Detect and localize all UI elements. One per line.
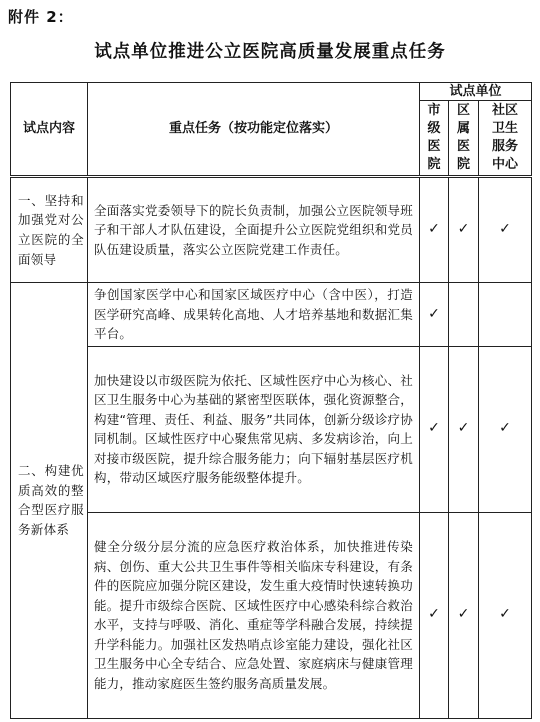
- header-unit-community: [479, 101, 532, 177]
- header-content: 试点内容: [11, 83, 88, 177]
- check-community: ✓: [479, 346, 532, 512]
- check-district: ✓: [449, 512, 479, 718]
- header-unit-district-text: 区属医院: [456, 103, 470, 172]
- check-community: ✓: [479, 512, 532, 718]
- empty-cell: [479, 283, 532, 347]
- check-district: ✓: [449, 177, 479, 283]
- header-unit-district: [449, 101, 479, 177]
- row-task: 健全分级分层分流的应急医疗救治体系，加快推进传染病、创伤、重大公共卫生事件等相关临床专科建设，有条件的医院应加强分院区建设，发生重大疫情时快速转换功能。提升市级综合医院、区域性医疗中心感染科综合救治水平，支持与呼吸、消化、重症等学科融合发展，持续提升学科能力。加强社区发热哨点诊室能力建设，强化社区卫生服务中心全专结合、应急处置、家庭病床与健康管理能力，推动家庭医生签约服务高质量发展。: [88, 512, 420, 718]
- row-content: 一、坚持和加强党对公立医院的全面领导: [11, 177, 88, 283]
- check-city: ✓: [420, 346, 449, 512]
- table-row: [11, 346, 532, 512]
- row-task: 加快建设以市级医院为依托、区域性医疗中心为核心、社区卫生服务中心为基础的紧密型医联体，强化资源整合，构建“管理、责任、利益、服务”共同体，创新分级诊疗协同机制。区域性医疗中心聚焦常见病、多发病诊治，向上对接市级医院，提升综合服务能力；向下辐射基层医疗机构，带动区域医疗服务能级整体提升。: [88, 346, 420, 512]
- check-city: ✓: [420, 177, 449, 283]
- check-community: ✓: [479, 177, 532, 283]
- check-city: ✓: [420, 283, 449, 347]
- header-tasks: 重点任务（按功能定位落实）: [88, 83, 420, 177]
- table-row: [11, 283, 532, 347]
- row-task: 全面落实党委领导下的院长负责制，加强公立医院领导班子和干部人才队伍建设，全面提升公立医院党组织和党员队伍建设质量，落实公立医院党建工作责任。: [88, 177, 420, 283]
- header-row: [11, 83, 532, 101]
- document-title: 试点单位推进公立医院高质量发展重点任务: [94, 42, 446, 62]
- empty-cell: [449, 283, 479, 347]
- task-table: [10, 82, 532, 719]
- check-district: ✓: [449, 346, 479, 512]
- table-row: [11, 177, 532, 283]
- attachment-label: 附件 2：: [8, 8, 74, 26]
- row-task: 争创国家医学中心和国家区域医疗中心（含中医），打造医学研究高峰、成果转化高地、人才培养基地和数据汇集平台。: [88, 283, 420, 347]
- header-unit-city: [420, 101, 449, 177]
- header-unit-city-text: 市级医院: [427, 103, 441, 172]
- check-city: ✓: [420, 512, 449, 718]
- header-unit-community-text: 社区卫生服务中心: [491, 103, 518, 172]
- table-row: [11, 512, 532, 718]
- header-units: 试点单位: [420, 83, 532, 101]
- row-content: 二、构建优质高效的整合型医疗服务新体系: [11, 283, 88, 719]
